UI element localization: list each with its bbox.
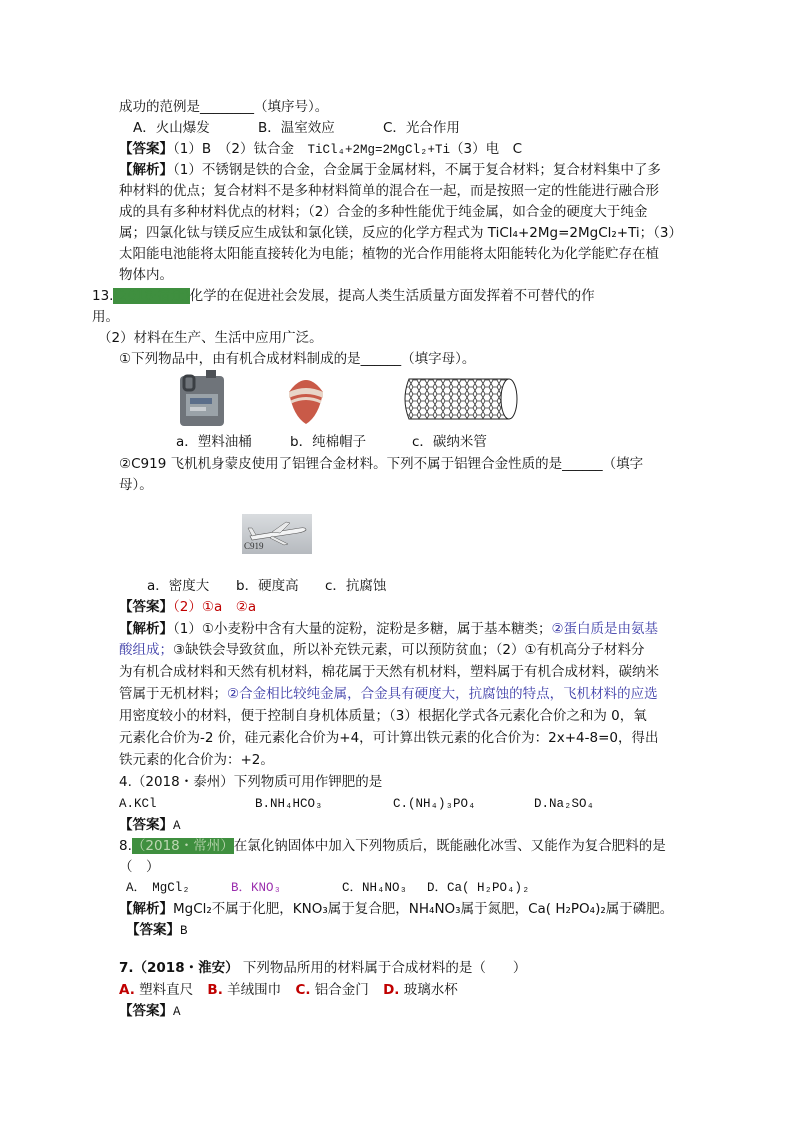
option-b-label: B. bbox=[207, 982, 223, 998]
option-d-label: D. bbox=[383, 982, 400, 998]
answer-label: 【答案】 bbox=[126, 922, 180, 938]
sub-question: ②C919 飞机机身蒙皮使用了铝锂合金材料。下列不属于铝锂合金性质的是______（填字 bbox=[119, 456, 644, 472]
answer-line bbox=[119, 1001, 181, 1022]
analysis-line: 种材料的优点；复合材料不是多种材料简单的混合在一起，而是按照一定的性能进行融合形 bbox=[119, 183, 659, 199]
option-b: B．温室效应 bbox=[258, 120, 335, 136]
question-text: 下列物品所用的材料属于合成材料的是（ ） bbox=[242, 960, 527, 976]
plastic-oil-drum-image bbox=[172, 370, 236, 428]
option-d: D.Na₂SO₄ bbox=[534, 797, 595, 811]
option-b: b．硬度高 bbox=[236, 578, 299, 594]
question-4-line: 4.（2018・泰州）下列物质可用作钾肥的是 bbox=[119, 774, 383, 790]
analysis-line: 元素化合价为-2 价，硅元素化合价为+4，可计算出铁元素的化合价为：2x+4-8=0，得出 bbox=[119, 730, 659, 746]
analysis-line bbox=[119, 899, 673, 919]
analysis-text: 酸组成； bbox=[119, 642, 173, 658]
question-7-line bbox=[119, 958, 526, 978]
answer-line bbox=[119, 597, 256, 617]
question-8-line bbox=[119, 836, 666, 856]
highlighted-source-tag: （2018・常州） bbox=[131, 838, 234, 854]
analysis-text: ②蛋白质是由氨基 bbox=[551, 621, 659, 637]
part-heading: （2）材料在生产、生活中应用广泛。 bbox=[98, 330, 323, 346]
answer-line bbox=[126, 920, 188, 941]
option-c: C．光合作用 bbox=[383, 120, 460, 136]
option-b: B．KNO₃ bbox=[231, 881, 282, 895]
analysis-line bbox=[119, 684, 658, 704]
analysis-line bbox=[119, 160, 661, 180]
option-a: a．密度大 bbox=[147, 578, 210, 594]
question-13-line bbox=[92, 286, 595, 306]
answer-text: A bbox=[173, 1005, 181, 1019]
analysis-label: 【解析】 bbox=[119, 621, 173, 637]
question-text: 在氯化钠固体中加入下列物质后，既能融化冰雪、又能作为复合肥料的是 bbox=[233, 838, 666, 854]
option-a: A．火山爆发 bbox=[133, 120, 210, 136]
option-c: c．碳纳米管 bbox=[412, 434, 487, 450]
options-line bbox=[119, 980, 458, 1000]
analysis-line: 用密度较小的材料，便于控制自身机体质量；（3）根据化学式各元素化合价之和为 0，氧 bbox=[119, 708, 647, 724]
option-b: B.NH₄HCO₃ bbox=[255, 797, 323, 811]
sub-question: 母）。 bbox=[119, 477, 153, 493]
analysis-text: 管属于无机材料； bbox=[119, 686, 227, 702]
option-c: c．抗腐蚀 bbox=[325, 578, 387, 594]
plane-label: C919 bbox=[244, 541, 264, 551]
analysis-text: ③缺铁会导致贫血，所以补充铁元素，可以预防贫血；（2）①有机高分子材料分 bbox=[173, 642, 645, 658]
option-c: C．NH₄NO₃ bbox=[342, 881, 408, 895]
option-b: b．纯棉帽子 bbox=[290, 434, 367, 450]
analysis-line bbox=[119, 640, 645, 660]
analysis-label: 【解析】 bbox=[119, 162, 173, 178]
answer-line bbox=[119, 815, 181, 836]
analysis-line: 为有机合成材料和天然有机材料，棉花属于天然有机材料，塑料属于有机合成材料，碳纳米 bbox=[119, 664, 659, 680]
option-a-label: A. bbox=[119, 982, 135, 998]
c919-plane-image bbox=[242, 514, 312, 554]
analysis-text: MgCl₂不属于化肥，KNO₃属于复合肥，NH₄NO₃属于氮肥，Ca( H₂PO₄)₂属于磷肥。 bbox=[173, 901, 674, 917]
answer-label: 【答案】 bbox=[119, 599, 173, 615]
analysis-line: 成的具有多种材料优点的材料；（2）合金的多种性能优于纯金属，如合金的硬度大于纯金 bbox=[119, 204, 648, 220]
question-source: 7.（2018・淮安） bbox=[119, 960, 239, 976]
answer-text: A bbox=[173, 819, 181, 833]
answer-line bbox=[119, 139, 522, 160]
question-text: 化学的在促进社会发展，提高人类生活质量方面发挥着不可替代的作 bbox=[189, 288, 595, 304]
option-a: A． MgCl₂ bbox=[126, 881, 190, 895]
analysis-text: （1）①小麦粉中含有大量的淀粉，淀粉是多糖，属于基本糖类； bbox=[173, 621, 552, 637]
answer-label: 【答案】 bbox=[119, 1003, 173, 1019]
question-number: 8. bbox=[119, 838, 132, 854]
equation: TiCl₄+2Mg=2MgCl₂+Ti bbox=[307, 143, 450, 157]
option-a: A.KCl bbox=[119, 797, 157, 811]
analysis-line: 铁元素的化合价为：+2。 bbox=[119, 752, 274, 768]
carbon-nanotube-image bbox=[403, 373, 519, 425]
answer-label: 【答案】 bbox=[119, 817, 173, 833]
analysis-line: 属；四氯化钛与镁反应生成钛和氯化镁，反应的化学方程式为 TiCl₄+2Mg=2MgCl₂+Ti；（3） bbox=[119, 225, 683, 241]
answer-label: 【答案】 bbox=[119, 141, 173, 157]
option-b: 羊绒围巾 bbox=[227, 982, 282, 998]
analysis-label: 【解析】 bbox=[119, 901, 173, 917]
option-c: C.(NH₄)₃PO₄ bbox=[393, 797, 476, 811]
option-d: 玻璃水杯 bbox=[403, 982, 458, 998]
question-line: （ ） bbox=[119, 859, 160, 875]
sub-question: ①下列物品中，由有机合成材料制成的是______（填字母）。 bbox=[119, 351, 476, 367]
question-line: 用。 bbox=[92, 309, 119, 325]
question-line: 成功的范例是________（填序号）。 bbox=[119, 99, 329, 115]
highlighted-source-tag: (2018·宿迁) bbox=[113, 288, 190, 304]
question-number: 13. bbox=[92, 288, 114, 304]
analysis-line: 物体内。 bbox=[119, 267, 173, 283]
answer-text: B bbox=[180, 924, 188, 938]
analysis-text: （1）不锈钢是铁的合金，合金属于金属材料，不属于复合材料；复合材料集中了多 bbox=[173, 162, 661, 178]
answer-text: （3）电 C bbox=[449, 141, 522, 157]
answer-text: （2）①a ②a bbox=[173, 599, 257, 615]
option-c-label: C. bbox=[295, 982, 311, 998]
analysis-line bbox=[119, 619, 658, 639]
analysis-text: ②合金相比较纯金属，合金具有硬度大，抗腐蚀的特点，飞机材料的应选 bbox=[227, 686, 658, 702]
option-c: 铝合金门 bbox=[314, 982, 369, 998]
cotton-hat-image bbox=[281, 370, 331, 426]
option-a: a．塑料油桶 bbox=[176, 434, 252, 450]
option-a: 塑料直尺 bbox=[139, 982, 194, 998]
answer-text: （1）B （2）钛合金 bbox=[173, 141, 308, 157]
option-d: D．Ca( H₂PO₄)₂ bbox=[427, 881, 530, 895]
analysis-line: 太阳能电池能将太阳能直接转化为电能；植物的光合作用能将太阳能转化为化学能贮存在植 bbox=[119, 246, 659, 262]
